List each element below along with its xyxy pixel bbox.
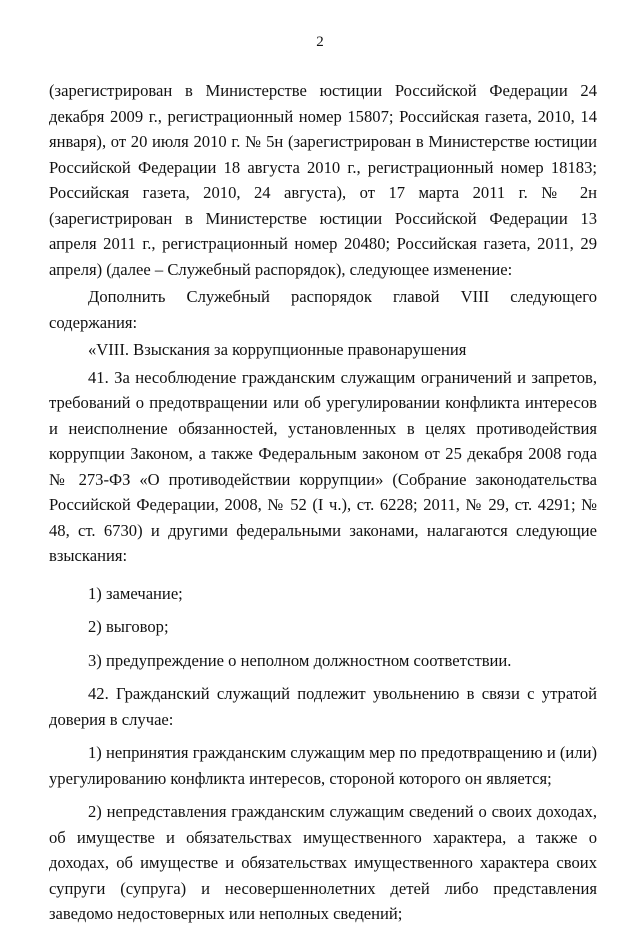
list-item-41-3: 3) предупреждение о неполном должностном соответствии. (88, 650, 512, 670)
list-item-42-1: 1) непринятия гражданским служащим мер по предотвращению и (или) урегулированию конфликта интересов, стороной которого он является; (49, 743, 597, 788)
paragraph-clause-42: 42. Гражданский служащий подлежит увольнению в связи с утратой доверия в случае: (49, 684, 597, 729)
list-item-41-2: 2) выговор; (88, 617, 169, 636)
list-item-41-1: 1) замечание; (88, 583, 183, 603)
paragraph-clause-41: 41. За несоблюдение гражданским служащим ограничений и запретов, требований о предотвращении или об урегулировании конфликта интересов и неисполнение обязанностей, установленных в целях противодействия коррупции Законом, а также Федеральным законом от 25 декабря 2008 года № 273-ФЗ «О противодействии коррупции» (Собрание законодательства Российской Федерации, 2008, № 52 (I ч.), ст. 6228; 2011, № 29, ст. 4291; № 48, ст. 6730) и другими федеральными законами, налагаются следующие взыскания: (49, 367, 597, 565)
chapter-title: «VIII. Взыскания за коррупционные правонарушения (88, 340, 467, 359)
page-number: 2 (316, 34, 324, 50)
paragraph-intro: (зарегистрирован в Министерстве юстиции Российской Федерации 24 декабря 2009 г., регистрационный номер 15807; Российская газета, 2010, 14 января), от 20 июля 2010 г. № 5н (зарегистрирован в Министерстве юстиции Российской Федерации 18 августа 2010 г., регистрационный номер 18183; Российская газета, 2010, 24 августа), от 17 марта 2011 г. № 2н (зарегистрирован в Министерстве юстиции Российской Федерации 13 апреля 2011 г., регистрационный номер 20480; Российская газета, 2011, 29 апреля) (далее – Служебный распорядок), следующее изменение: (49, 81, 597, 279)
list-item-42-2: 2) непредставления гражданским служащим сведений о своих доходах, об имуществе и обязательствах имущественного характера, а также о доходах, об имуществе и обязательствах имущественного характера своих супруги (супруга) и несовершеннолетних детей либо представления заведомо недостоверных или неполных сведений; (49, 802, 597, 923)
paragraph-supplement: Дополнить Служебный распорядок главой VIII следующего содержания: (49, 287, 597, 332)
document-body (49, 78, 597, 927)
